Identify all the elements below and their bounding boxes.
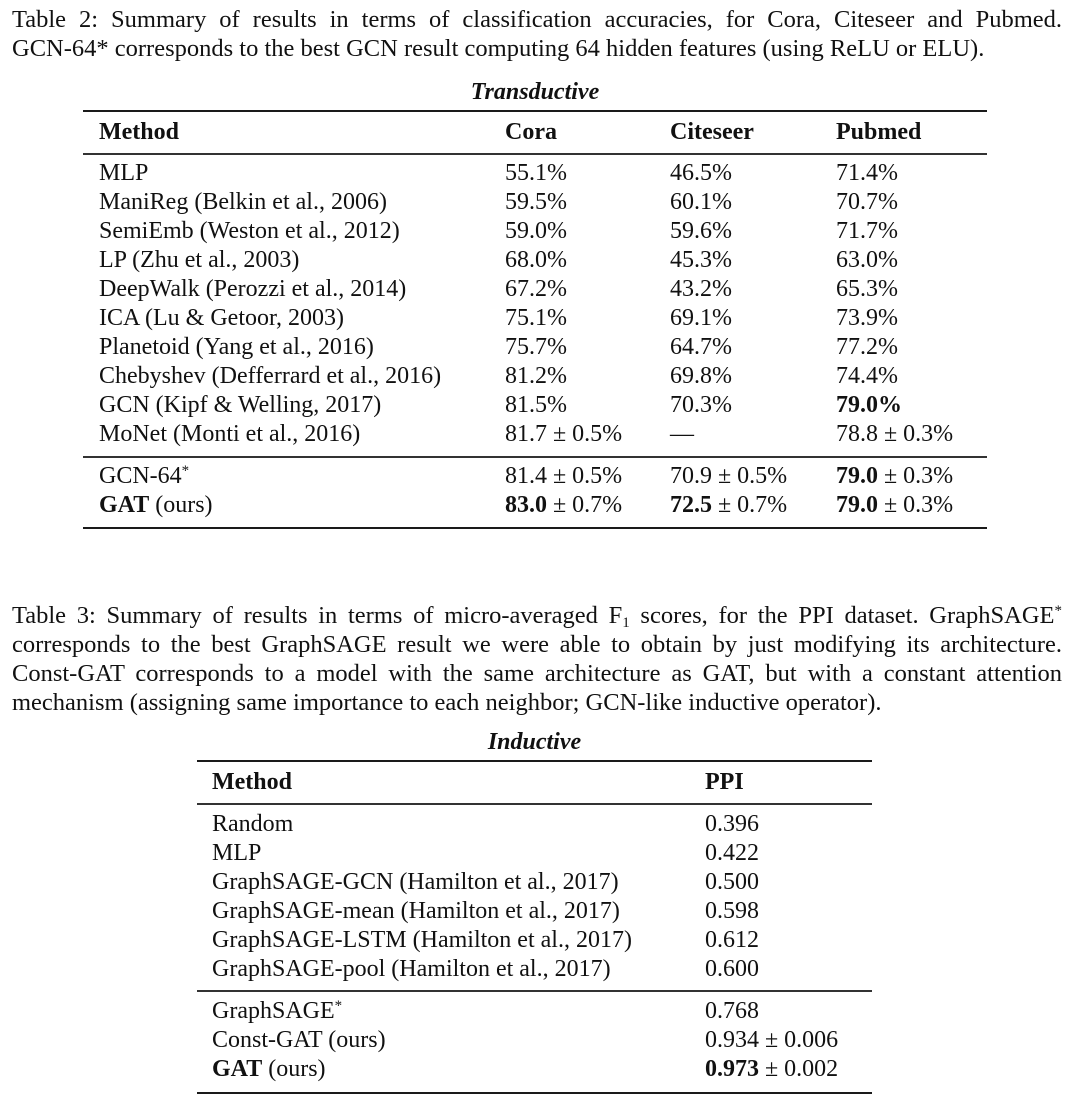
method-cell: SemiEmb (Weston et al., 2012) (99, 218, 400, 244)
table3-header-method: Method (212, 769, 292, 795)
table-row (197, 997, 872, 1026)
table2-header-cora: Cora (505, 119, 557, 145)
citeseer-cell: 70.3% (670, 392, 732, 418)
ppi-cell: 0.612 (705, 927, 759, 953)
method-cell: GraphSAGE-mean (Hamilton et al., 2017) (212, 898, 620, 924)
pubmed-cell-best: 79.0% (836, 392, 902, 418)
table3-caption-line-4: mechanism (assigning same importance to each neighbor; GCN-like inductive operator). (12, 689, 882, 716)
citeseer-cell: 43.2% (670, 276, 732, 302)
ppi-cell: 0.934 ± 0.006 (705, 1027, 839, 1053)
method-cell: ICA (Lu & Getoor, 2003) (99, 305, 345, 331)
table3-mid-rule (197, 990, 872, 992)
method-cell: Random (212, 811, 294, 837)
table-row (197, 868, 872, 897)
cora-cell: 59.5% (505, 189, 567, 215)
table3-top-rule (197, 760, 872, 762)
pubmed-cell: 63.0% (836, 247, 898, 273)
cora-cell: 68.0% (505, 247, 567, 273)
table-row (197, 1055, 872, 1084)
table3-caption-line-2: corresponds to the best GraphSAGE result we were able to obtain by just modifying its architecture. (12, 631, 1062, 658)
table3-section-title: Inductive (487, 729, 582, 755)
method-cell: ManiReg (Belkin et al., 2006) (99, 189, 387, 215)
citeseer-cell: 45.3% (670, 247, 732, 273)
table2-header-pubmed: Pubmed (836, 119, 922, 145)
table3-caption-line-1: Table 3: Summary of results in terms of micro-averaged $F_1$ scores, for the PPI dataset. GraphSAGE* (12, 602, 1063, 631)
method-cell: GCN-64* (99, 463, 190, 489)
cora-cell: 81.4 ± 0.5% (505, 463, 623, 489)
citeseer-cell: 69.1% (670, 305, 732, 331)
method-cell: Chebyshev (Defferrard et al., 2016) (99, 363, 442, 389)
ppi-cell: 0.500 (705, 869, 759, 895)
table-row (197, 926, 872, 955)
method-cell: GAT (ours) (99, 492, 213, 518)
ppi-cell: 0.422 (705, 840, 759, 866)
citeseer-cell: 72.5 ± 0.7% (670, 492, 788, 518)
method-cell: GAT (ours) (212, 1056, 326, 1082)
method-cell: DeepWalk (Perozzi et al., 2014) (99, 276, 407, 302)
table3 (197, 0, 872, 1110)
method-cell: GraphSAGE-GCN (Hamilton et al., 2017) (212, 869, 619, 895)
cora-cell: 67.2% (505, 276, 567, 302)
cora-cell: 81.7 ± 0.5% (505, 421, 623, 447)
table-row (197, 1026, 872, 1055)
method-cell: GraphSAGE* (212, 998, 343, 1024)
pubmed-cell: 79.0 ± 0.3% (836, 492, 954, 518)
table-row (197, 810, 872, 839)
citeseer-cell: 59.6% (670, 218, 732, 244)
table-row (197, 839, 872, 868)
method-cell: Const-GAT (ours) (212, 1027, 386, 1053)
citeseer-cell: — (670, 421, 694, 447)
pubmed-cell: 70.7% (836, 189, 898, 215)
ppi-cell: 0.598 (705, 898, 759, 924)
table3-header-row (197, 768, 872, 797)
ppi-cell: 0.768 (705, 998, 759, 1024)
table3-bottom-rule (197, 1092, 872, 1094)
cora-cell: 81.2% (505, 363, 567, 389)
table2-header-citeseer: Citeseer (670, 119, 754, 145)
pubmed-cell: 74.4% (836, 363, 898, 389)
pubmed-cell: 73.9% (836, 305, 898, 331)
method-cell: MoNet (Monti et al., 2016) (99, 421, 361, 447)
method-cell: MLP (212, 840, 262, 866)
citeseer-cell: 70.9 ± 0.5% (670, 463, 788, 489)
table3-header-ppi: PPI (705, 769, 744, 795)
cora-cell: 75.1% (505, 305, 567, 331)
method-cell: LP (Zhu et al., 2003) (99, 247, 300, 273)
ppi-cell: 0.973 ± 0.002 (705, 1056, 839, 1082)
cora-cell: 81.5% (505, 392, 567, 418)
table2-caption-line-2: GCN-64* corresponds to the best GCN result computing 64 hidden features (using ReLU or ELU). (12, 35, 985, 62)
pubmed-cell: 78.8 ± 0.3% (836, 421, 954, 447)
pubmed-cell: 65.3% (836, 276, 898, 302)
cora-cell: 59.0% (505, 218, 567, 244)
citeseer-cell: 60.1% (670, 189, 732, 215)
citeseer-cell: 64.7% (670, 334, 732, 360)
pubmed-cell: 77.2% (836, 334, 898, 360)
pubmed-cell: 71.7% (836, 218, 898, 244)
cora-cell: 55.1% (505, 160, 567, 186)
table3-caption-line-3: Const-GAT corresponds to a model with the same architecture as GAT, but with a constant attention (12, 660, 1062, 687)
method-cell: GraphSAGE-pool (Hamilton et al., 2017) (212, 956, 611, 982)
table2-caption-line-1: Table 2: Summary of results in terms of classification accuracies, for Cora, Citeseer and Pubmed. (12, 6, 1062, 33)
method-cell: MLP (99, 160, 149, 186)
table2-header-method: Method (99, 119, 179, 145)
cora-cell: 75.7% (505, 334, 567, 360)
ppi-cell: 0.600 (705, 956, 759, 982)
table-row (197, 897, 872, 926)
ppi-cell: 0.396 (705, 811, 759, 837)
pubmed-cell: 71.4% (836, 160, 898, 186)
citeseer-cell: 46.5% (670, 160, 732, 186)
table3-header-rule (197, 803, 872, 805)
cora-cell: 83.0 ± 0.7% (505, 492, 623, 518)
method-cell: GraphSAGE-LSTM (Hamilton et al., 2017) (212, 927, 632, 953)
method-cell: Planetoid (Yang et al., 2016) (99, 334, 374, 360)
pubmed-cell: 79.0 ± 0.3% (836, 463, 954, 489)
table-row (197, 955, 872, 984)
table2-section-title: Transductive (470, 79, 600, 105)
method-cell: GCN (Kipf & Welling, 2017) (99, 392, 382, 418)
citeseer-cell: 69.8% (670, 363, 732, 389)
